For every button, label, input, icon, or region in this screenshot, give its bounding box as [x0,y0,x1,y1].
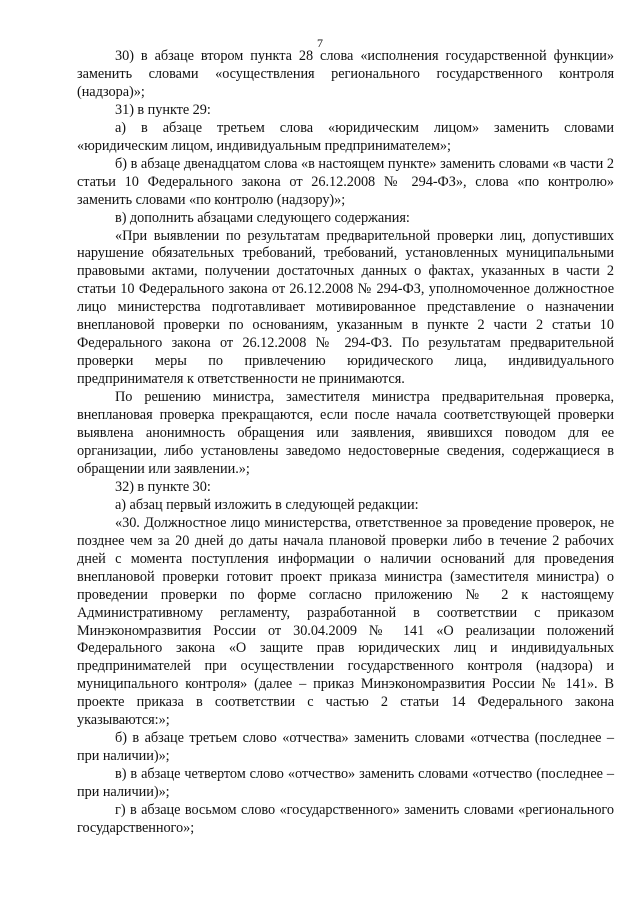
page-number: 7 [317,36,323,50]
paragraph-quoted-termination: По решению министра, заместителя министра предварительная проверка, внеплановая проверка прекращаются, если после начала соответствующей проверки выявлена анонимность обращения или заявления, явившихся поводом для ее организации, либо установлены заведомо недостоверные сведения, содержащиеся в обращении или заявлении.»; [77,389,614,477]
paragraph-item-30: 30) в абзаце втором пункта 28 слова «исполнения государственной функции» заменить словами «осуществления регионального государственного контроля (надзора)»; [77,48,614,100]
paragraph-subitem-31v: в) дополнить абзацами следующего содержания: [115,209,410,226]
paragraph-subitem-32v: в) в абзаце четвертом слово «отчество» заменить словами «отчество (последнее – при наличии)»; [77,766,614,801]
paragraph-subitem-32g: г) в абзаце восьмом слово «государственного» заменить словами «регионального государственного»; [77,802,614,836]
paragraph-subitem-31a: а) в абзаце третьем слова «юридическим лицом» заменить словами «юридическим лицом, индивидуальным предпринимателем»; [77,119,614,154]
paragraph-item-31: 31) в пункте 29: [115,101,211,118]
paragraph-item-32: 32) в пункте 30: [115,478,211,495]
paragraph-quoted-item-30: «30. Должностное лицо министерства, ответственное за проведение проверок, не позднее чем за 20 дней до даты начала плановой проверки либо в течение 2 рабочих дней с момента поступления информации о наличии оснований для проведения внеплановой проверки готовит проект приказа министра (заместителя министра) о проведении проверки по форме согласно приложению № 2 к настоящему Административному регламенту, разработанной в соответствии с приказом Минэкономразвития России от 30.04.2009 № 141 «О реализации положений Федерального закона «О защите прав юридических лиц и индивидуальных предпринимателей при осуществлении государственного контроля (надзора) и муниципального контроля» (далее – приказ Минэкономразвития России № 141». В проекте приказа в соответствии с частью 2 статьи 14 Федерального закона указываются:»; [77,514,614,729]
document-body [77,48,614,838]
paragraph-subitem-32b: б) в абзаце третьем слово «отчества» заменить словами «отчества (последнее – при наличии)»; [77,730,614,765]
paragraph-subitem-32a: а) абзац первый изложить в следующей редакции: [115,496,419,513]
paragraph-quoted-preliminary-check: «При выявлении по результатам предварительной проверки лиц, допустивших нарушение обязательных требований, требований, установленных муниципальными правовыми актами, получении достаточных данных о фактах, указанных в части 2 статьи 10 Федерального закона от 26.12.2008 № 294-ФЗ, уполномоченное должностное лицо министерства подготавливает мотивированное представление о назначении внеплановой проверки по основаниям, указанным в пункте 2 части 2 статьи 10 Федерального закона от 26.12.2008 № 294-ФЗ. По результатам предварительной проверки меры по привлечению юридического лица, индивидуального предпринимателя к ответственности не принимаются. [77,227,614,388]
paragraph-subitem-31b: б) в абзаце двенадцатом слова «в настоящем пункте» заменить словами «в части 2 статьи 10 Федерального закона от 26.12.2008 № 294-ФЗ», слова «по контролю» заменить словами «по контролю (надзору)»; [77,155,614,208]
